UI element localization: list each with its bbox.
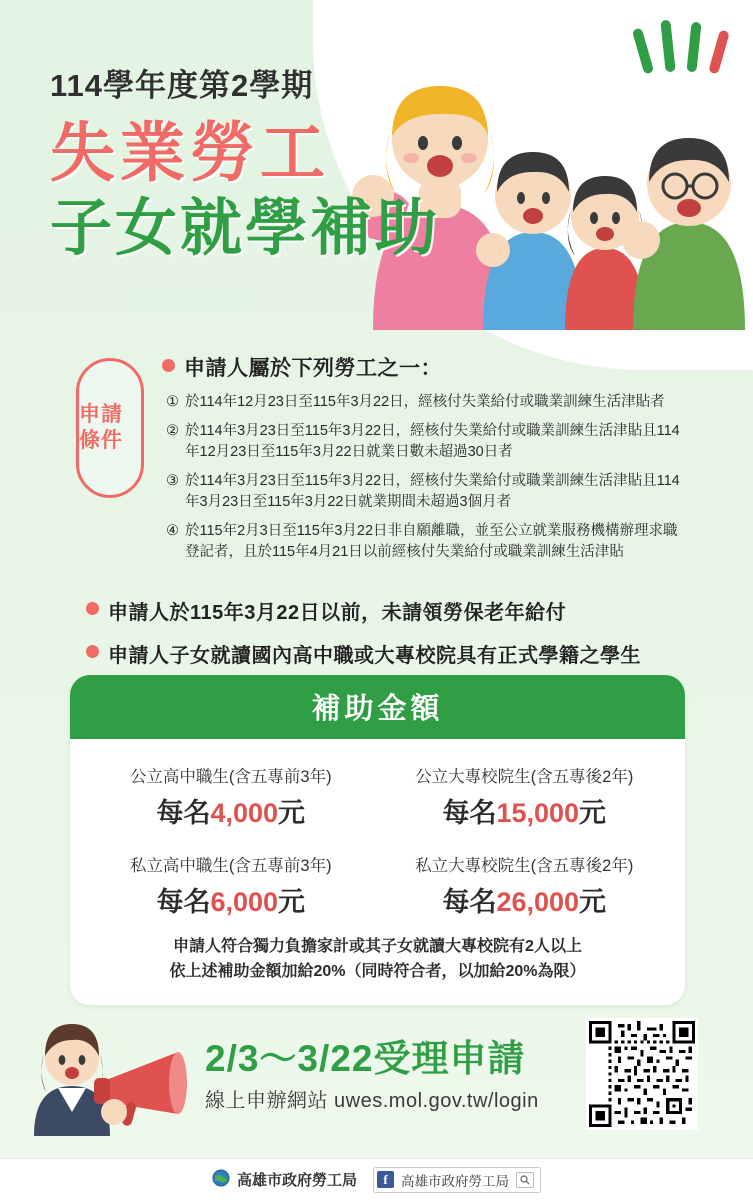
- extra-bullet-1-text: 申請人於115年3月22日以前，未請領勞保老年給付: [108, 602, 567, 624]
- amount-cell-public-college: [378, 757, 672, 840]
- list-item: [166, 521, 686, 563]
- item-number: ③: [166, 473, 179, 490]
- item-text: 於115年2月3日至115年3月22日非自願離職，並至公立就業服務機構辦理求職登記者，且於115年4月21日以前經核付失業給付或職業訓練生活津貼: [185, 523, 678, 561]
- subsidy-note-line-1: 申請人符合獨力負擔家計或其子女就讀大專校院有2人以上: [173, 938, 582, 955]
- amount-value: [88, 880, 374, 919]
- footer-org-name: 高雄市政府勞工局: [236, 1172, 357, 1189]
- search-icon[interactable]: [516, 1172, 534, 1188]
- bullet-dot-icon: [86, 602, 99, 615]
- amount-prefix: 每名: [156, 887, 211, 917]
- amount-number: 6,000: [210, 887, 279, 917]
- amount-suffix: 元: [579, 887, 607, 917]
- apply-date-range: 2/3～3/22受理申請: [205, 1038, 526, 1079]
- amount-cell-private-college: [378, 846, 672, 929]
- amount-number: 4,000: [210, 798, 279, 828]
- list-item: [166, 392, 686, 413]
- amount-label: 私立高中職生(含五專前3年): [129, 857, 332, 875]
- conditions-main-bullet-text: 申請人屬於下列勞工之一：: [184, 357, 442, 380]
- conditions-extra: [76, 582, 686, 668]
- facebook-page-name: 高雄市政府勞工局: [401, 1173, 509, 1189]
- bullet-dot-icon: [162, 359, 175, 372]
- extra-bullet-2: [86, 639, 686, 668]
- amount-prefix: 每名: [156, 798, 211, 828]
- amount-prefix: 每名: [442, 798, 497, 828]
- subsidy-amount-title: 補助金額: [70, 675, 685, 739]
- item-number: ④: [166, 523, 179, 540]
- conditions-list: [166, 392, 686, 563]
- amount-label: 公立大專校院生(含五專後2年): [415, 768, 634, 786]
- subsidy-note: [70, 933, 685, 1005]
- conditions-badge-text: 申請條件: [79, 403, 123, 452]
- title-line-2: 子女就學補助: [50, 193, 441, 263]
- amount-suffix: 元: [278, 887, 306, 917]
- item-number: ①: [166, 394, 179, 410]
- subsidy-amount-card: [70, 675, 685, 1005]
- conditions-badge: [76, 358, 144, 498]
- subsidy-note-line-2: 依上述補助金額加給20%（同時符合者，以加給20%為限）: [169, 962, 586, 980]
- headline: [50, 60, 610, 265]
- qr-code[interactable]: [586, 1018, 698, 1130]
- list-item: [166, 471, 686, 513]
- amount-suffix: 元: [278, 798, 306, 828]
- item-text: 於114年12月23日至115年3月22日，經核付失業給付或職業訓練生活津貼者: [185, 394, 665, 410]
- item-text: 於114年3月23日至115年3月22日，經核付失業給付或職業訓練生活津貼且114年3月23日至115年3月22日就業期間未超過3個月者: [185, 473, 680, 511]
- amount-cell-public-highschool: [84, 757, 378, 840]
- amount-value: [88, 791, 374, 830]
- item-text: 於114年3月23日至115年3月22日，經核付失業給付或職業訓練生活津貼且114年12月23日至115年3月22日就業日數未超過30日者: [185, 423, 680, 461]
- item-number: ②: [166, 423, 179, 440]
- footer: [0, 1158, 753, 1200]
- amount-label: 私立大專校院生(含五專後2年): [415, 857, 634, 875]
- conditions-main-bullet: [162, 352, 686, 382]
- megaphone-illustration: [28, 1016, 203, 1136]
- title-line-1: 失業勞工: [50, 116, 331, 189]
- amount-number: 15,000: [496, 798, 580, 828]
- amount-value: [382, 791, 668, 830]
- amount-cell-private-highschool: [84, 846, 378, 929]
- list-item: [166, 421, 686, 463]
- globe-icon: [212, 1169, 230, 1191]
- bullet-dot-icon: [86, 645, 99, 658]
- conditions-section: [76, 352, 686, 571]
- amount-suffix: 元: [579, 798, 607, 828]
- amount-label: 公立高中職生(含五專前3年): [129, 768, 332, 786]
- amount-value: [382, 880, 668, 919]
- apply-section: [0, 1010, 753, 1135]
- apply-website[interactable]: 線上申辦網站 uwes.mol.gov.tw/login: [205, 1090, 539, 1112]
- extra-bullet-2-text: 申請人子女就讀國內高中職或大專校院具有正式學籍之學生: [108, 645, 641, 667]
- facebook-chip[interactable]: [373, 1167, 541, 1193]
- amount-number: 26,000: [496, 887, 580, 917]
- extra-bullet-1: [86, 596, 686, 625]
- year-term: 114學年度第2學期: [50, 68, 314, 103]
- amount-prefix: 每名: [442, 887, 497, 917]
- footer-organization: [212, 1169, 357, 1191]
- conditions-body: [162, 352, 686, 563]
- subsidy-amount-grid: [70, 739, 685, 933]
- facebook-icon: f: [377, 1171, 394, 1188]
